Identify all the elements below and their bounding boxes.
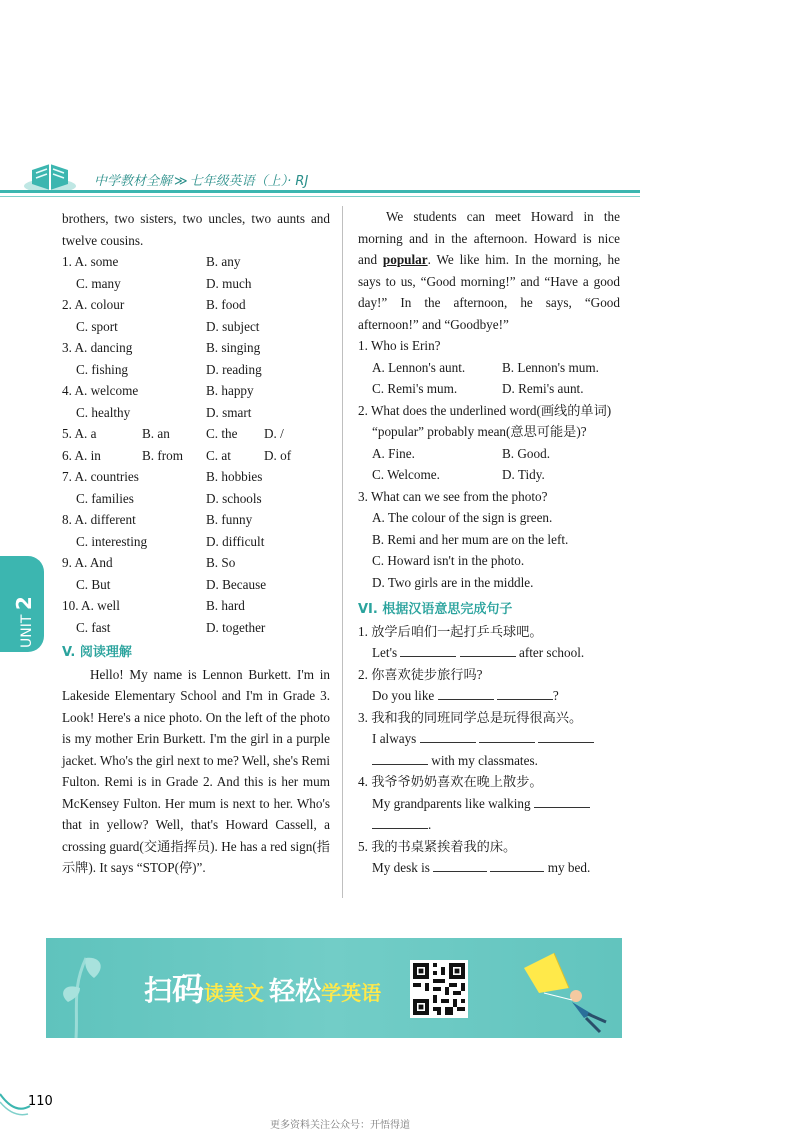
sentence-2-en: Do you like ? (372, 688, 559, 703)
blank[interactable] (400, 643, 456, 657)
option-text: C. fishing (76, 361, 129, 377)
blank[interactable] (438, 686, 494, 700)
option-text: D. reading (206, 361, 262, 377)
option-text: C. healthy (76, 404, 131, 420)
sentence-4-cn: 4. 我爷爷奶奶喜欢在晚上散步。 (358, 774, 543, 789)
sentence-5-en: My desk is my bed. (372, 860, 591, 875)
flying-figure-icon (514, 948, 614, 1038)
blank[interactable] (420, 729, 476, 743)
option-text: C. sport (76, 318, 118, 334)
option-text: D. Because (206, 576, 267, 592)
q3-option-a: A. The colour of the sign is green. (372, 510, 553, 525)
option-text: D. together (206, 619, 266, 635)
option-text: D. much (206, 275, 252, 291)
cloze-option-row (62, 402, 330, 424)
sentence-4-en-cont: . (358, 814, 620, 836)
option-text: 3. A. dancing (62, 340, 133, 355)
sentence-1-cn: 1. 放学后咱们一起打乒乓球吧。 (358, 623, 543, 639)
cloze-option-row (62, 251, 330, 273)
reading-passage-cont: We students can meet Howard in the morning and in the afternoon. Howard is nice and popular. We like him. In the morning, he says to us, “Good morning!” and “Have a good day!” In the afternoon, he says, “Good afternoon!” and “Goodbye!” (358, 209, 621, 332)
sentence-1-en: Let's after school. (372, 645, 585, 660)
left-column (62, 208, 330, 879)
option-text: D. schools (206, 490, 262, 506)
q1-options-row-1: A. Lennon's aunt. B. Lennon's mum. (372, 359, 599, 375)
scan-banner (46, 938, 622, 1038)
cloze-options-1-4 (62, 251, 330, 423)
cloze-option-row (62, 509, 330, 531)
header-rule-thin (0, 196, 640, 197)
option-text: B. So (206, 555, 236, 570)
option-text: C. interesting (76, 533, 148, 549)
q3-option-b: B. Remi and her mum are on the left. (372, 531, 569, 547)
footer-note: 更多资料关注公众号：开悟得道 (270, 1120, 410, 1131)
cloze-option-row (62, 273, 330, 295)
q2-options-row-2: C. Welcome. D. Tidy. (372, 467, 545, 482)
sentence-2-cn: 2. 你喜欢徒步旅行吗? (358, 666, 483, 682)
section-title-reading: V. 阅读理解 (62, 645, 132, 660)
cloze-option-row (62, 337, 330, 359)
option-text: B. singing (206, 340, 261, 355)
cloze-option-row (62, 531, 330, 553)
option-text: 2. A. colour (62, 297, 125, 312)
blank[interactable] (460, 643, 516, 657)
page-number: 110 (28, 1094, 53, 1109)
blank[interactable] (372, 815, 428, 829)
option-text: 9. A. And (62, 555, 113, 570)
q2-options-row-1: A. Fine. B. Good. (372, 445, 550, 461)
qr-code-icon (413, 963, 465, 1015)
blank[interactable] (433, 858, 487, 872)
option-text: 1. A. some (62, 254, 119, 269)
option-text: C. fast (76, 619, 111, 635)
option-text: B. hobbies (206, 469, 263, 484)
q3-option-d: D. Two girls are in the middle. (372, 574, 534, 590)
cloze-option-row (62, 466, 330, 488)
option-text: 10. A. well (62, 598, 120, 613)
option-text: C. families (76, 490, 134, 506)
blank[interactable] (479, 729, 535, 743)
question-3: 3. What can we see from the photo? (358, 488, 548, 504)
column-divider (342, 206, 343, 898)
cloze-option-row (62, 359, 330, 381)
blank[interactable] (538, 729, 594, 743)
option-text: B. any (206, 254, 241, 269)
option-text: B. happy (206, 383, 254, 398)
sentence-5-cn: 5. 我的书桌紧挨着我的床。 (358, 838, 517, 854)
option-text: C. many (76, 275, 121, 291)
qr-code[interactable] (410, 960, 468, 1018)
cloze-option-row (62, 488, 330, 510)
cloze-option-row (62, 574, 330, 596)
book-logo-icon (22, 160, 78, 194)
cloze-options-7-10 (62, 466, 330, 638)
blank[interactable] (372, 751, 428, 765)
section-title-translation: VI. 根据汉语意思完成句子 (358, 602, 513, 617)
blank[interactable] (534, 794, 590, 808)
sentence-3-en: I always (358, 728, 620, 750)
option-text: B. hard (206, 598, 245, 613)
q3-option-c: C. Howard isn't in the photo. (372, 553, 525, 568)
cloze-option-row (62, 316, 330, 338)
option-text: 7. A. countries (62, 469, 139, 484)
intro-text: brothers, two sisters, two uncles, two aunts and twelve cousins. (62, 211, 330, 248)
cloze-option-row (62, 294, 330, 316)
page-header (0, 160, 640, 210)
cloze-option-row-6: 6. A. in B. from C. at D. of (62, 447, 292, 463)
option-text: 8. A. different (62, 512, 136, 527)
cloze-option-row (62, 552, 330, 574)
sentence-4-en: My grandparents like walking (358, 793, 620, 815)
option-text: D. smart (206, 404, 252, 420)
header-title: 中学教材全解 ≫ 七年级英语（上）· RJ (94, 174, 309, 189)
option-text: C. But (76, 576, 111, 592)
option-text: B. funny (206, 512, 253, 527)
option-text: 4. A. welcome (62, 383, 139, 398)
cloze-option-row (62, 617, 330, 639)
cloze-option-row (62, 595, 330, 617)
cloze-option-row (62, 380, 330, 402)
underlined-word: popular (382, 252, 428, 267)
q1-options-row-2: C. Remi's mum. D. Remi's aunt. (372, 381, 584, 396)
option-text: D. difficult (206, 533, 265, 549)
option-text: D. subject (206, 318, 260, 334)
option-text: B. food (206, 297, 246, 312)
header-rule (0, 190, 640, 193)
reading-passage: Hello! My name is Lennon Burkett. I'm in Lakeside Elementary School and I'm in Grade 3. Look! Here's a nice photo. On the left of the photo is my mother Erin Burkett. I'm the girl in a purple jacket. Who's the girl next to me? Well, she's Remi Fulton. Remi is in Grade 2. And this is her mum McKensey Fulton. Her mum is next to her. Who's that in yellow? Well, that's Howard Cassell, a crossing guard(交通指挥员). He has a red sign(指示牌). It says “STOP(停)”. (62, 666, 330, 875)
question-2: 2. What does the underlined word(画线的单词) “popular” probably mean(意思可能是)? (358, 402, 612, 439)
blank[interactable] (497, 686, 553, 700)
blank[interactable] (490, 858, 544, 872)
plant-decoration-icon (46, 938, 136, 1038)
cloze-option-row-5: 5. A. a B. an C. the D. / (62, 426, 284, 441)
sentence-3-cn: 3. 我和我的同班同学总是玩得很高兴。 (358, 709, 583, 725)
sentence-3-en-cont: with my classmates. (358, 750, 620, 772)
right-column (358, 206, 620, 879)
question-1: 1. Who is Erin? (358, 338, 441, 353)
banner-slogan: 扫码读美文 轻松学英语 (144, 970, 382, 1008)
unit-side-tab: UNIT 2 (0, 556, 44, 652)
